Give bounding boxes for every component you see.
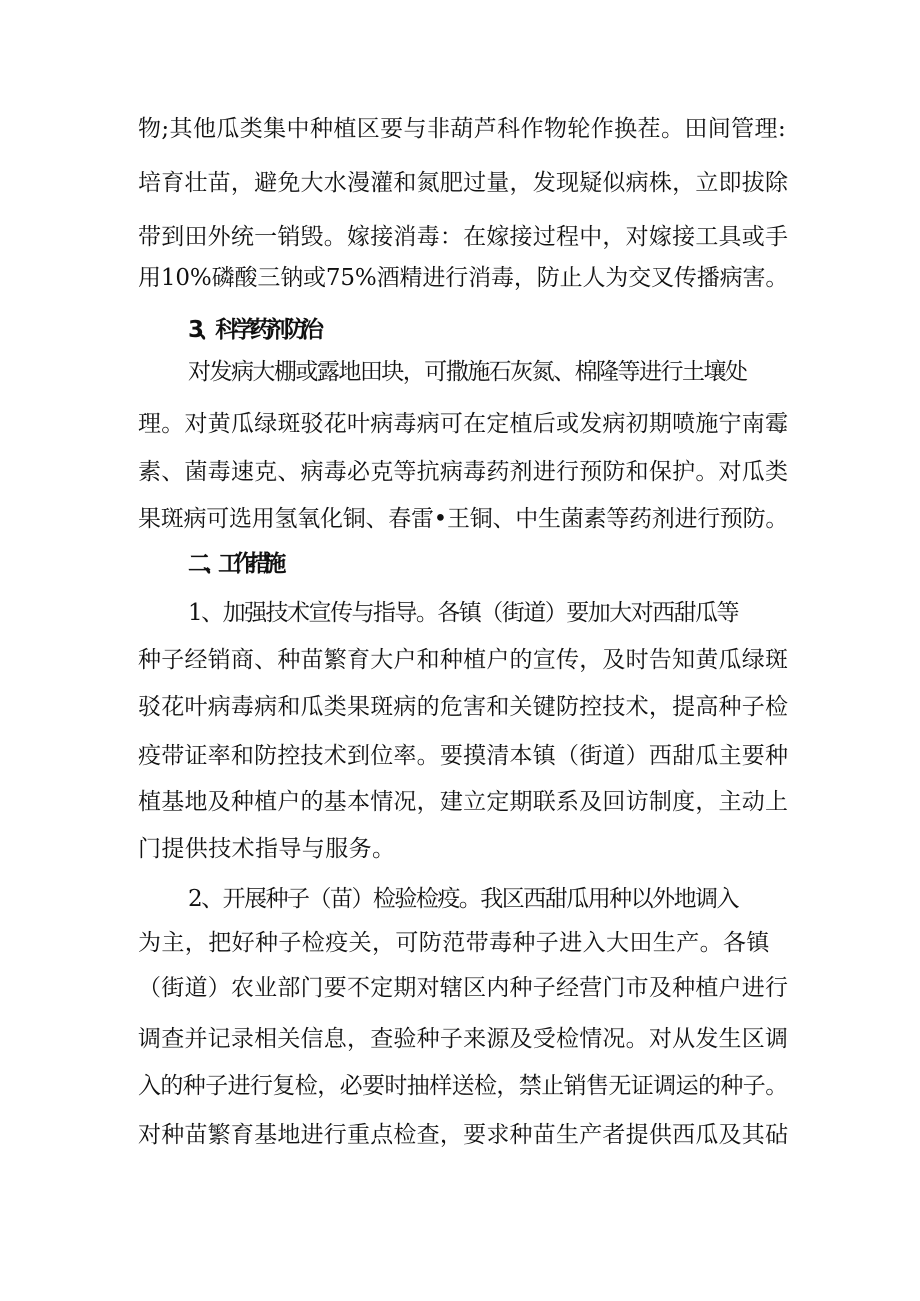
paragraph-line: 调查并记录相关信息，查验种子来源及受检情况。对从发生区调 [138,1026,789,1052]
paragraph-line: 对种苗繁育基地进行重点检查，要求种苗生产者提供西瓜及其砧 [138,1122,789,1148]
section-heading-two: 二、工作措施 [188,551,279,577]
paragraph-line: 理。对黄瓜绿斑驳花叶病毒病可在定植后或发病初期喷施宁南霉 [138,411,789,437]
paragraph-line: 驳花叶病毒病和瓜类果斑病的危害和关键防控技术，提高种子检 [138,694,789,720]
paragraph-line: 对发病大棚或露地田块，可撒施石灰氮、棉隆等进行土壤处 [188,359,747,385]
paragraph-line: 带到田外统一销毁。嫁接消毒：在嫁接过程中，对嫁接工具或手 [138,224,789,250]
paragraph-line: 2、开展种子（苗）检验检疫。我区西甜瓜用种以外地调入 [188,886,739,912]
paragraph-line: 入的种子进行复检，必要时抽样送检，禁止销售无证调运的种子。 [138,1073,788,1099]
paragraph-line: 培育壮苗，避免大水漫灌和氮肥过量，发现疑似病株，立即拔除 [138,170,789,196]
paragraph-line: 植基地及种植户的基本情况，建立定期联系及回访制度，主动上 [138,789,789,815]
paragraph-line: 物;其他瓜类集中种植区要与非葫芦科作物轮作换茬。田间管理: [138,116,787,142]
paragraph-line: 为主，把好种子检疫关，可防范带毒种子进入大田生产。各镇 [138,930,770,956]
section-heading-3: 3、科学药剂防治 [188,317,319,343]
paragraph-line: 疫带证率和防控技术到位率。要摸清本镇（街道）西甜瓜主要种 [138,743,789,769]
paragraph-line: 1、加强技术宣传与指导。各镇（街道）要加大对西甜瓜等 [188,600,739,626]
paragraph-line: （街道）农业部门要不定期对辖区内种子经营门市及种植户进行 [138,975,789,1001]
paragraph-line: 用10%磷酸三钠或75%酒精进行消毒，防止人为交叉传播病害。 [138,265,789,291]
paragraph-line: 素、菌毒速克、病毒必克等抗病毒药剂进行预防和保护。对瓜类 [138,459,789,485]
paragraph-line: 种子经销商、种苗繁育大户和种植户的宣传，及时告知黄瓜绿斑 [138,647,789,673]
paragraph-line: 门提供技术指导与服务。 [138,836,396,862]
paragraph-line: 果斑病可选用氢氧化铜、春雷•王铜、中生菌素等药剂进行预防。 [138,506,789,532]
